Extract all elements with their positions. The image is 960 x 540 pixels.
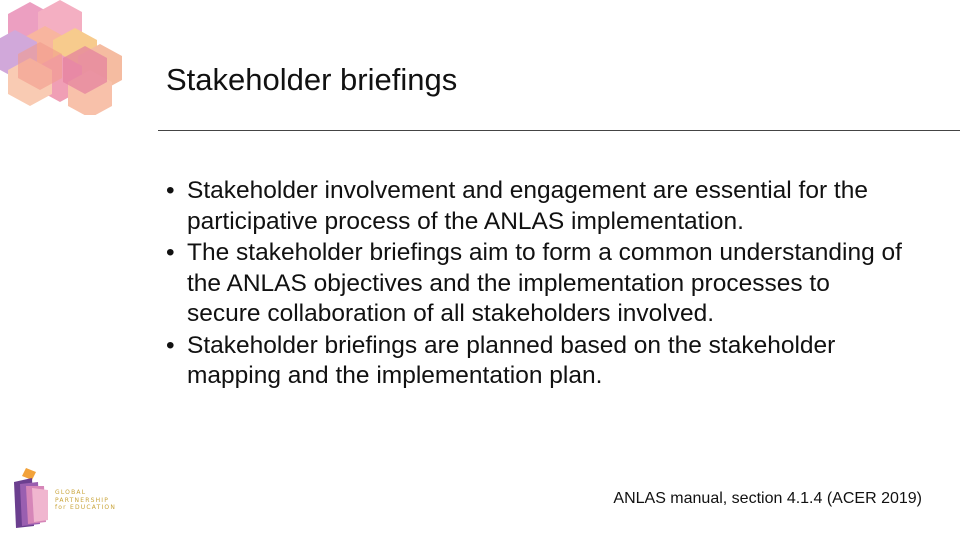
bullet-item bbox=[166, 176, 906, 237]
bullet-list bbox=[166, 176, 906, 393]
hexagon-cluster-icon bbox=[0, 0, 135, 115]
bullet-text: Stakeholder briefings are planned based on the stakeholder mapping and the implementation plan. bbox=[187, 331, 836, 389]
bullet-symbol: • bbox=[166, 177, 175, 204]
bullet-text: Stakeholder involvement and engagement are essential for the participative process of the ANLAS implementation. bbox=[187, 177, 868, 235]
logo-line: GLOBAL bbox=[55, 489, 87, 496]
bullet-text: The stakeholder briefings aim to form a common understanding of the ANLAS objectives and the implementation processes to secure collaboration of all stakeholders involved. bbox=[187, 239, 902, 327]
title-divider bbox=[158, 130, 960, 131]
bullet-item bbox=[166, 238, 906, 330]
slide-title: Stakeholder briefings bbox=[166, 62, 458, 97]
logo-line: for EDUCATION bbox=[55, 504, 117, 511]
citation: ANLAS manual, section 4.1.4 (ACER 2019) bbox=[613, 490, 922, 507]
gpe-books-icon bbox=[10, 466, 52, 530]
bullet-symbol: • bbox=[166, 239, 175, 266]
gpe-logo-text bbox=[55, 489, 116, 512]
logo-line: PARTNERSHIP bbox=[55, 496, 110, 504]
bullet-item bbox=[166, 331, 906, 392]
bullet-symbol: • bbox=[166, 331, 175, 359]
